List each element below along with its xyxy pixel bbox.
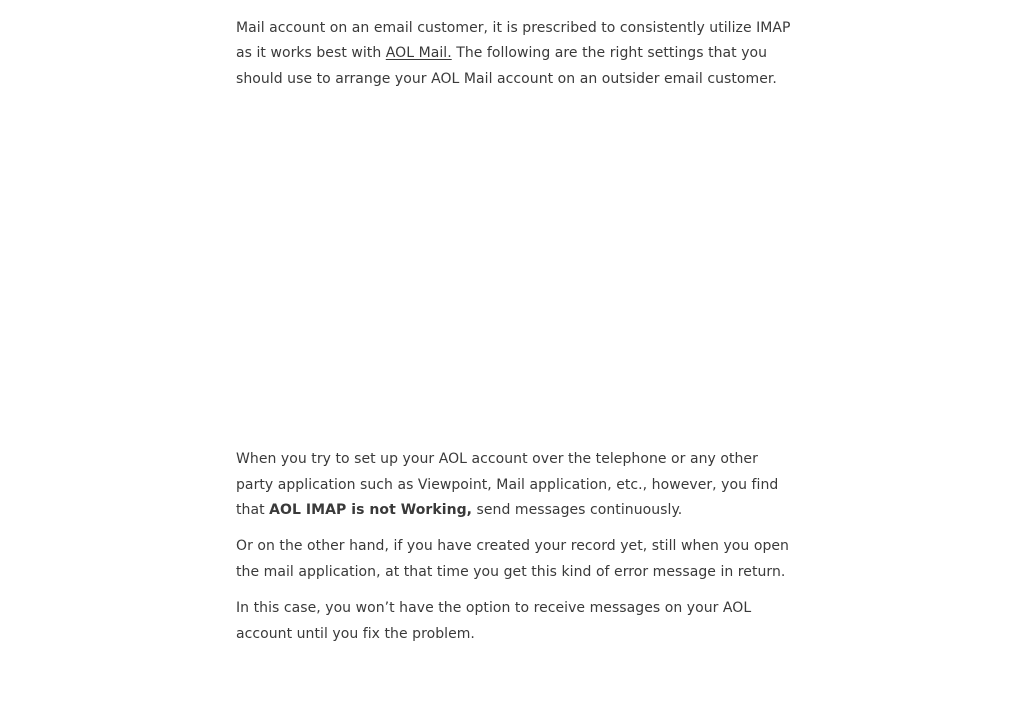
p1-bold-text: AOL IMAP is not Working, xyxy=(269,502,473,519)
p1-text-before-bold: When you try to set up your AOL account over the telephone or any other party application such as Viewpoint, Mail application, etc., however, you find that xyxy=(236,451,779,519)
paragraph-error-message: Or on the other hand, if you have created your record yet, still when you open the mail application, at that time you get this kind of error message in return. xyxy=(236,538,789,580)
intro-paragraph xyxy=(236,16,792,92)
paragraph-fix-problem: In this case, you won’t have the option to receive messages on your AOL account until you fix the problem. xyxy=(236,600,752,642)
intro-text-after-link: The following are the right settings that you should use to arrange your AOL Mail account on an outsider email customer. xyxy=(236,45,777,87)
paragraph-setup-issue xyxy=(236,447,792,523)
aol-mail-link[interactable]: AOL Mail. xyxy=(385,45,452,62)
article-body xyxy=(236,16,792,647)
intro-text-before-link: Mail account on an email customer, it is prescribed to consistently utilize IMAP as it works best with xyxy=(236,20,791,62)
blank-ad-space xyxy=(236,92,792,447)
p1-text-after-bold: send messages continuously. xyxy=(472,502,683,519)
